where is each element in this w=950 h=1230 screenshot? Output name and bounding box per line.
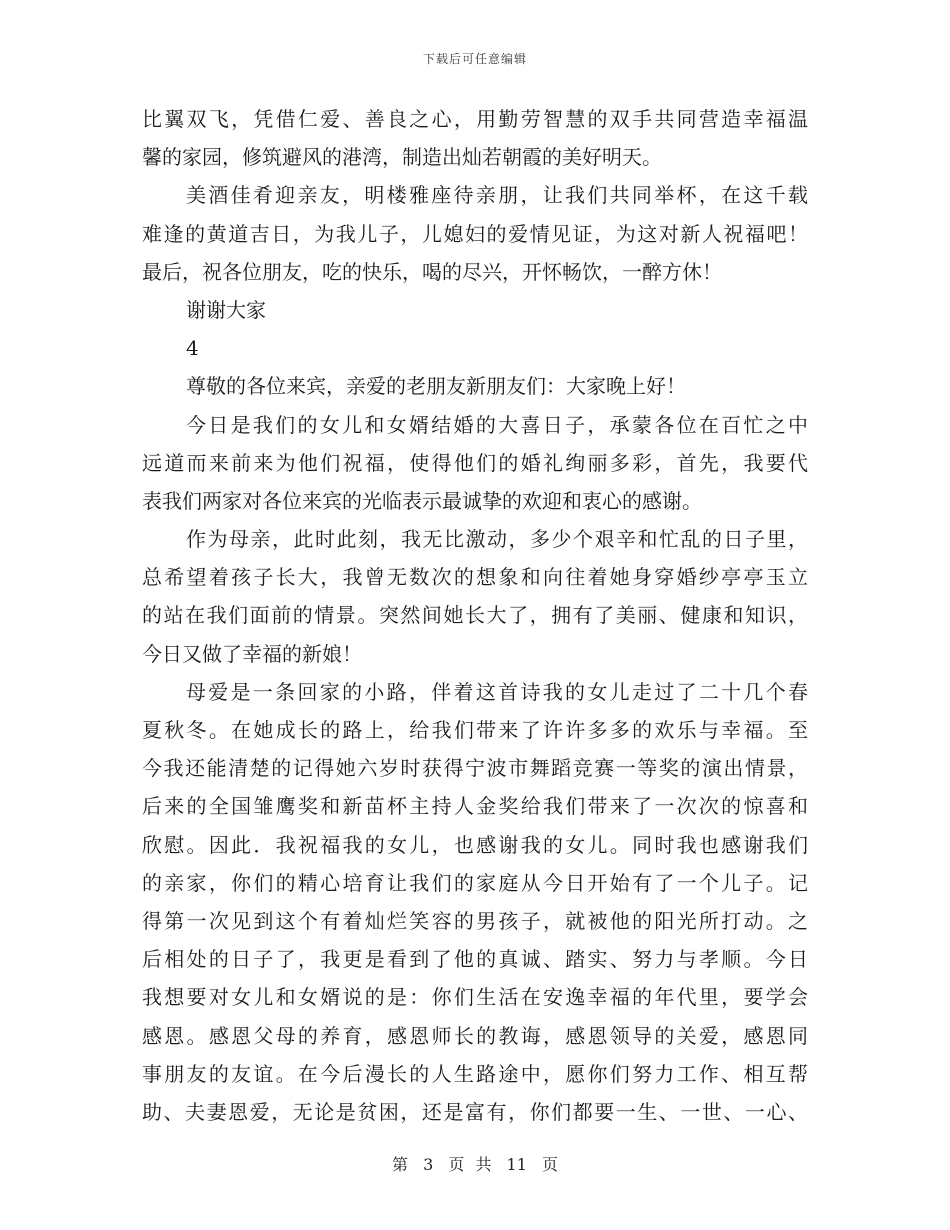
page-footer [0, 1152, 950, 1175]
text-line: 助、夫妻恩爱，无论是贫困，还是富有，你们都要一生、一世、一心、 [142, 1099, 808, 1124]
text-line: 的站在我们面前的情景。突然间她长大了，拥有了美丽、健康和知识， [142, 603, 808, 628]
text-line: 后来的全国雏鹰奖和新苗杯主持人金奖给我们带来了一次次的惊喜和 [142, 794, 808, 819]
text-line: 尊敬的各位来宾，亲爱的老朋友新朋友们：大家晚上好！ [186, 374, 686, 399]
footer-middle: 页 共 [448, 1155, 492, 1174]
text-line: 作为母亲，此时此刻，我无比激动，多少个艰辛和忙乱的日子里， [186, 527, 808, 552]
document-body [142, 100, 808, 1131]
page-header: 下载后可任意编辑 [422, 52, 527, 66]
text-line: 母爱是一条回家的小路，伴着这首诗我的女儿走过了二十几个春 [186, 679, 808, 704]
text-line: 后相处的日子了，我更是看到了他的真诚、踏实、努力与孝顺。今日 [142, 947, 808, 972]
text-line: 事朋友的友谊。在今后漫长的人生路途中，愿你们努力工作、相互帮 [142, 1061, 808, 1086]
text-line: 馨的家园，修筑避风的港湾，制造出灿若朝霞的美好明天。 [142, 145, 662, 170]
text-line: 欣慰。因此．我祝福我的女儿，也感谢我的女儿。同时我也感谢我们 [142, 832, 808, 857]
footer-page-number: 3 [423, 1155, 434, 1174]
text-line: 的亲家，你们的精心培育让我们的家庭从今日开始有了一个儿子。记 [142, 870, 808, 895]
text-line: 4 [186, 336, 199, 361]
text-line: 远道而来前来为他们祝福，使得他们的婚礼绚丽多彩，首先，我要代 [142, 450, 808, 475]
footer-prefix: 第 [391, 1155, 408, 1174]
text-line: 总希望着孩子长大，我曾无数次的想象和向往着她身穿婚纱亭亭玉立 [142, 565, 808, 590]
text-line: 夏秋冬。在她成长的路上，给我们带来了许许多多的欢乐与幸福。至 [142, 718, 808, 742]
text-line: 比翼双飞，凭借仁爱、善良之心，用勤劳智慧的双手共同营造幸福温 [142, 107, 808, 131]
text-line: 感恩。感恩父母的养育，感恩师长的教诲，感恩领导的关爱，感恩同 [142, 1023, 808, 1048]
text-line: 最后，祝各位朋友，吃的快乐，喝的尽兴，开怀畅饮，一醉方休！ [142, 259, 722, 284]
footer-total-pages: 11 [506, 1155, 527, 1174]
text-line: 难逢的黄道吉日，为我儿子，儿媳妇的爱情见证，为这对新人祝福吧！ [142, 221, 808, 246]
text-line: 表我们两家对各位来宾的光临表示最诚挚的欢迎和衷心的感谢。 [142, 488, 702, 513]
text-line: 谢谢大家 [186, 297, 266, 322]
footer-suffix: 页 [542, 1155, 559, 1174]
text-line: 今日又做了幸福的新娘！ [142, 641, 362, 666]
text-line: 我想要对女儿和女婿说的是：你们生活在安逸幸福的年代里，要学会 [142, 985, 808, 1010]
text-line: 美酒佳肴迎亲友，明楼雅座待亲朋，让我们共同举杯，在这千载 [186, 183, 808, 208]
text-line: 今我还能清楚的记得她六岁时获得宁波市舞蹈竞赛一等奖的演出情景， [142, 756, 808, 781]
text-line: 今日是我们的女儿和女婿结婚的大喜日子，承蒙各位在百忙之中 [186, 412, 808, 437]
text-line: 得第一次见到这个有着灿烂笑容的男孩子，就被他的阳光所打动。之 [142, 908, 808, 933]
